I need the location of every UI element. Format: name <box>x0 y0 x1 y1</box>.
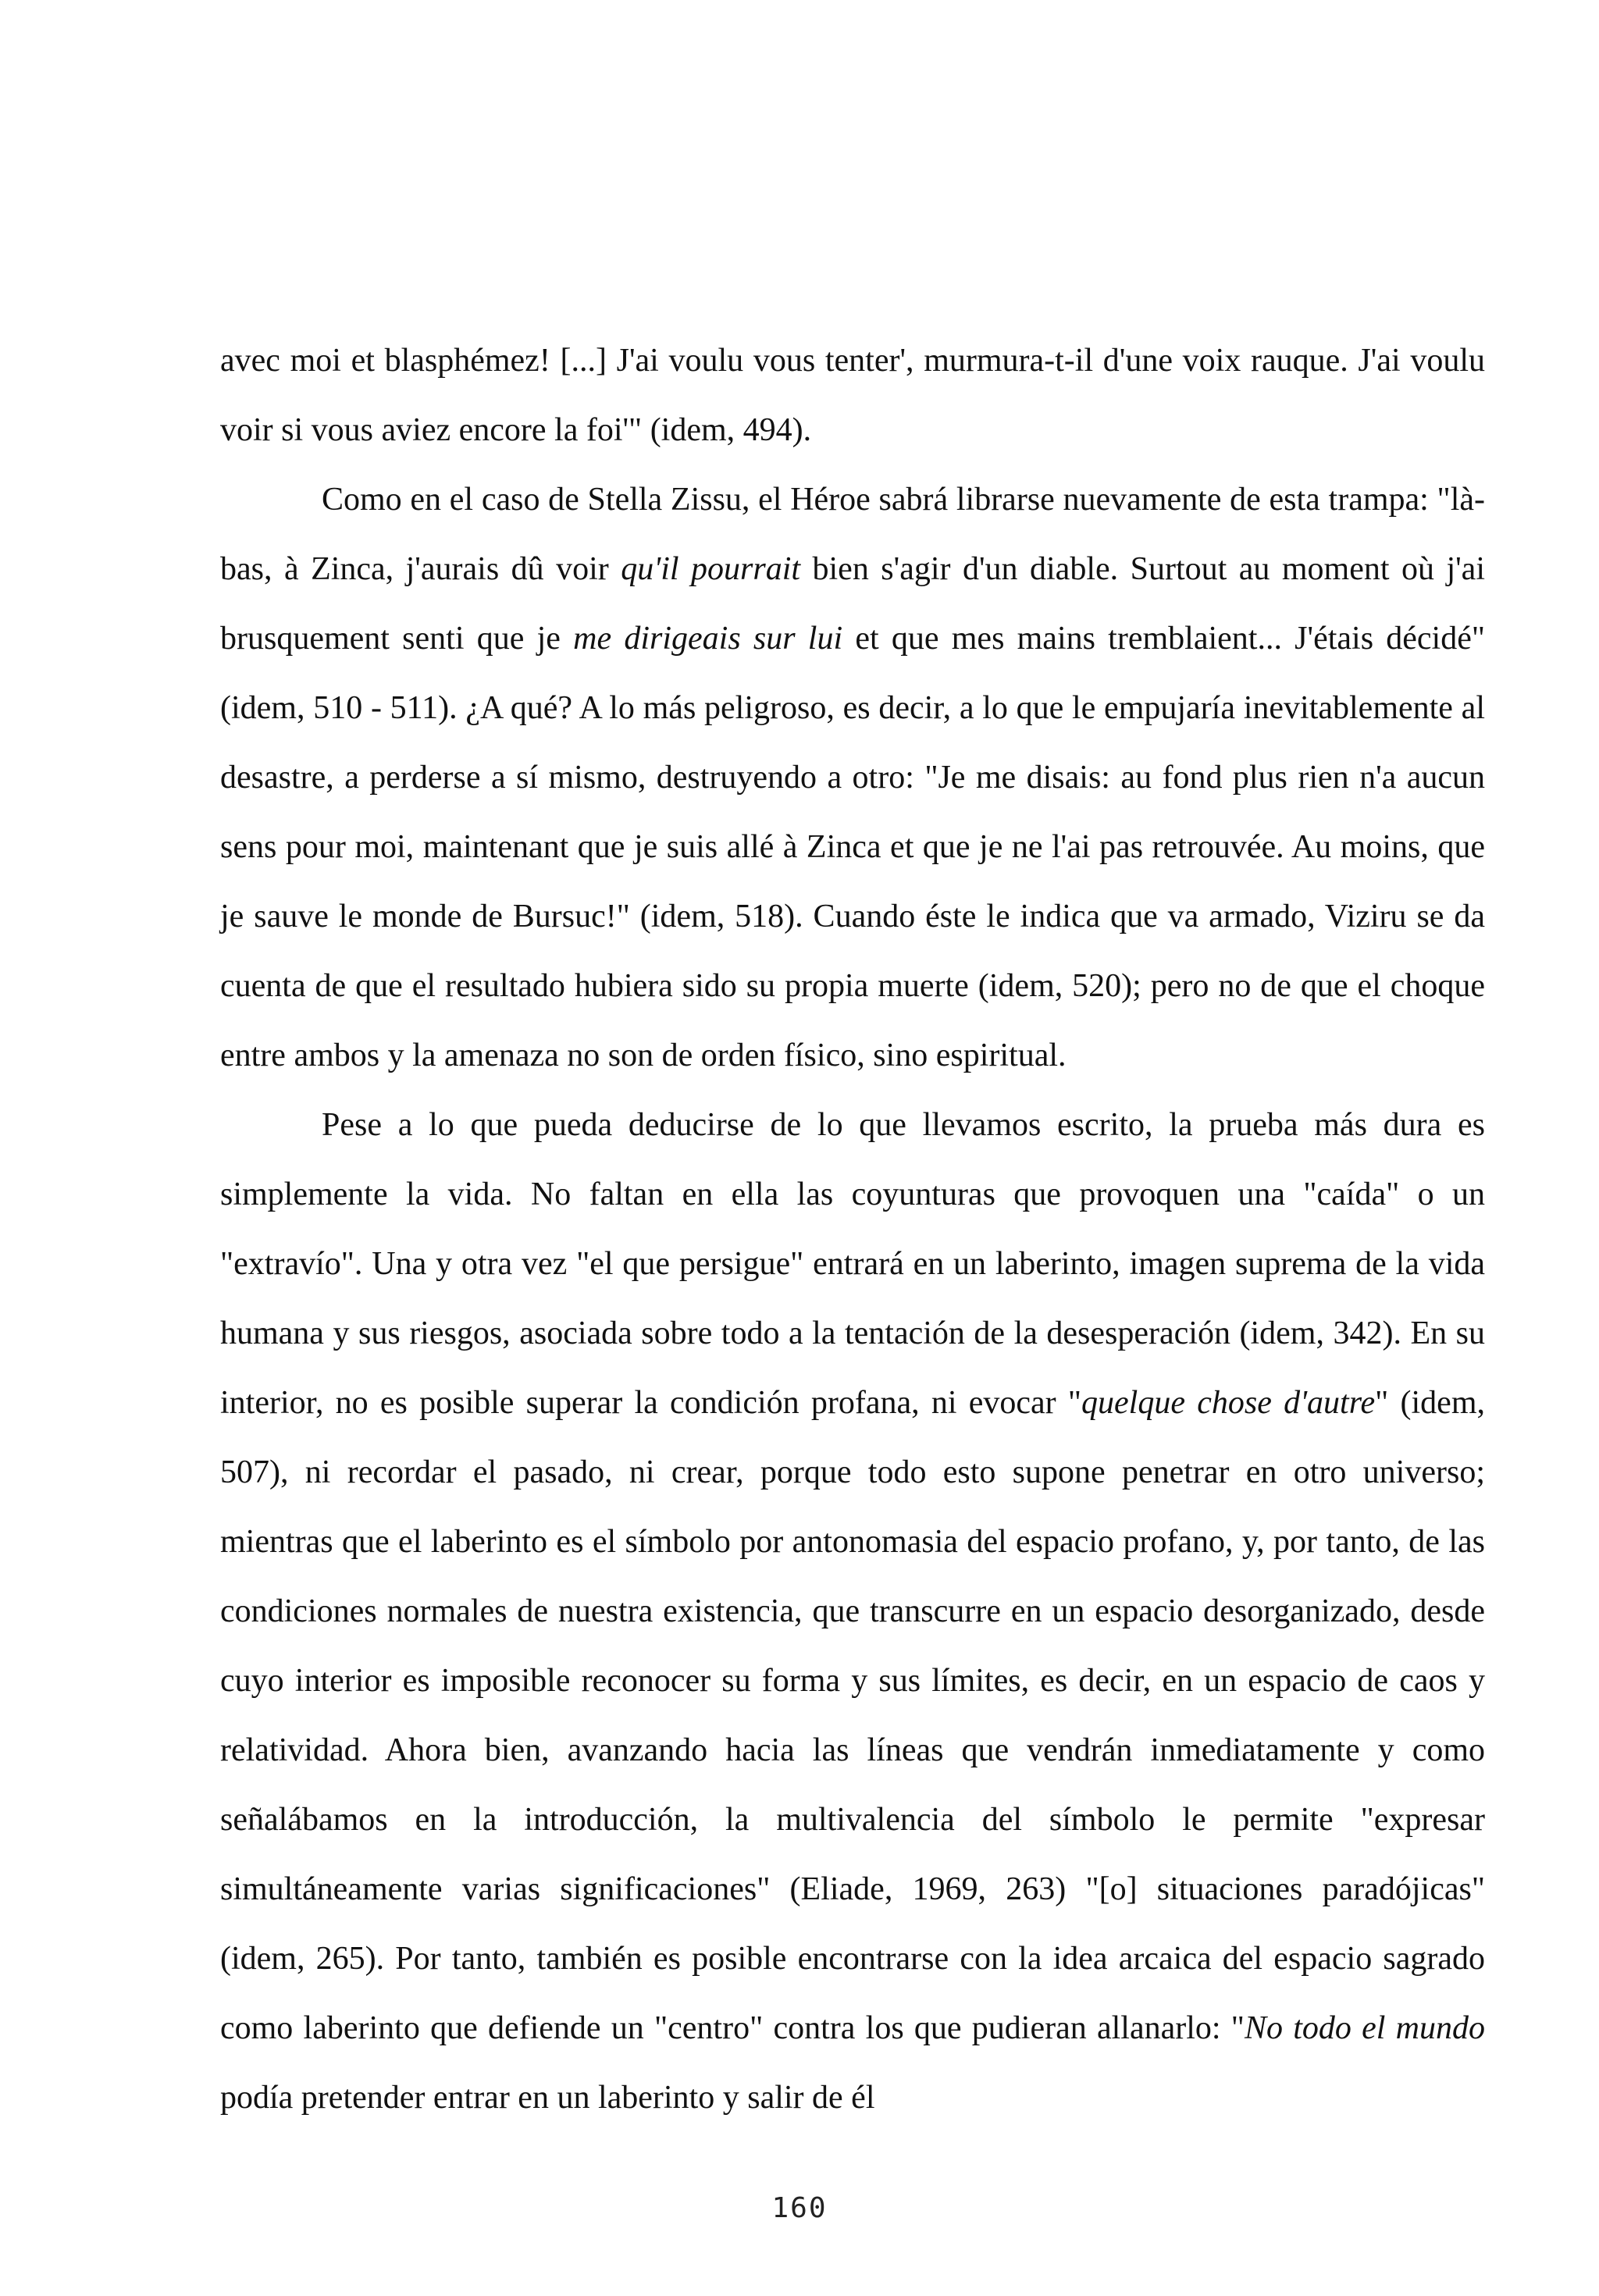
text-run: et que mes mains tremblaient... J'étais décidé" (idem, 510 - 511). ¿A qué? A lo más peligroso, es decir, a lo que le empujaría inevitablemente al desastre, a perderse a sí mismo, destruyendo a otro: "Je me disais: au fond plus rien n'a aucun sens pour moi, maintenant que je suis allé à Zinca et que je ne l'ai pas retrouvée. Au moins, que je sauve le monde de Bursuc!" (idem, 518). Cuando éste le indica que va armado, Viziru se da cuenta de que el resultado hubiera sido su propia muerte (idem, 520); pero no de que el choque entre ambos y la amenaza no son de orden físico, sino espiritual. <box>220 621 1485 1073</box>
paragraph-3 <box>220 1091 1485 2133</box>
text-run: Como en el caso de Stella Zissu, el Héroe sabrá librarse nuevamente de esta trampa: "là-bas, à Zinca, j'aurais dû voir <box>220 482 1485 587</box>
italic-text-run: No todo el mundo <box>1244 2010 1485 2046</box>
page-number: 160 <box>771 2192 828 2224</box>
text-run: " (idem, 507), ni recordar el pasado, ni crear, porque todo esto supone penetrar en otro universo; mientras que el laberinto es el símbolo por antonomasia del espacio profano, y, por tanto, de las condiciones normales de nuestra existencia, que transcurre en un espacio desorganizado, desde cuyo interior es imposible reconocer su forma y sus límites, es decir, en un espacio de caos y relatividad. Ahora bien, avanzando hacia las líneas que vendrán inmediatamente y como señalábamos en la introducción, la multivalencia del símbolo le permite "expresar simultáneamente varias significaciones" (Eliade, 1969, 263) "[o] situaciones paradójicas" (idem, 265). Por tanto, también es posible encontrarse con la idea arcaica del espacio sagrado como laberinto que defiende un "centro" contra los que pudieran allanarlo: " <box>220 1385 1485 2046</box>
italic-text-run: me dirigeais sur lui <box>573 621 843 657</box>
paragraph-2 <box>220 465 1485 1091</box>
text-run: podía pretender entrar en un laberinto y salir de él <box>220 2080 875 2116</box>
body-text <box>220 326 1485 2133</box>
text-run: Pese a lo que pueda deducirse de lo que llevamos escrito, la prueba más dura es simplemente la vida. No faltan en ella las coyunturas que provoquen una "caída" o un "extravío". Una y otra vez "el que persigue" entrará en un laberinto, imagen suprema de la vida humana y sus riesgos, asociada sobre todo a la tentación de la desesperación (idem, 342). En su interior, no es posible superar la condición profana, ni evocar " <box>220 1107 1485 1421</box>
text-run: bien s'agir d'un diable. Surtout au moment où j'ai brusquement senti que je <box>220 551 1485 657</box>
text-run: avec moi et blasphémez! [...] J'ai voulu vous tenter', murmura-t-il d'une voix rauque. J'ai voulu voir si vous aviez encore la foi'" (idem, 494). <box>220 343 1485 448</box>
paragraph-1 <box>220 326 1485 465</box>
italic-text-run: quelque chose d'autre <box>1081 1385 1376 1421</box>
italic-text-run: qu'il pourrait <box>621 551 801 587</box>
